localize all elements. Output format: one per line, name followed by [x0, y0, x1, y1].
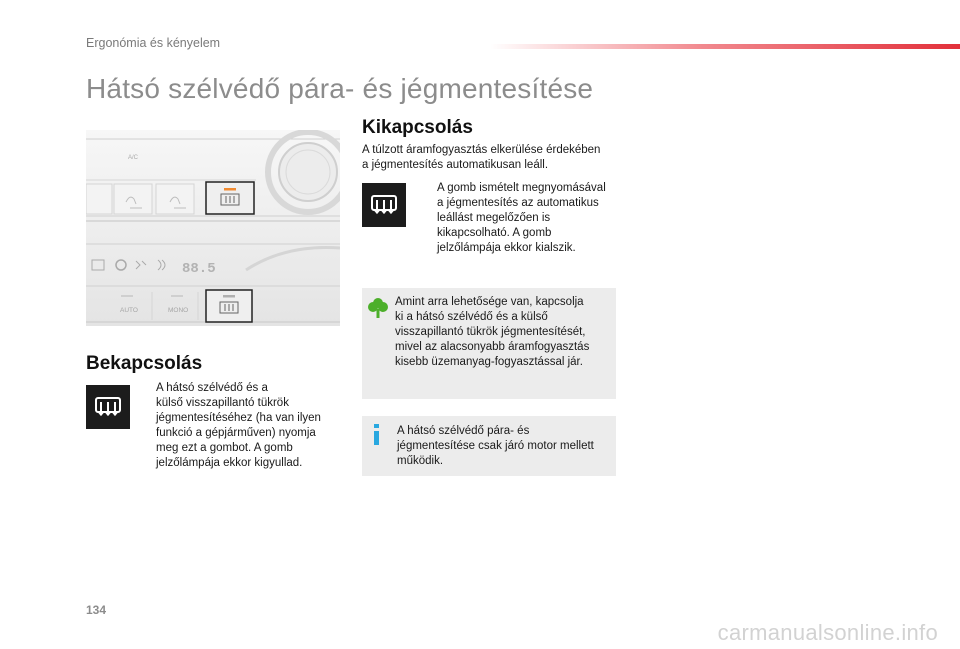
- info-icon: [371, 424, 383, 451]
- watermark: carmanualsonline.info: [717, 620, 938, 645]
- eco-note-text: Amint arra lehetősége van, kapcsolja ki a hátsó szélvédő és a külső visszapillantó tükrök jégmentesítését, mivel az alacsonyabb áramfogyasztás kisebb üzemanyag-fogyasztással jár.: [395, 296, 590, 368]
- control-panel-photo: [86, 130, 340, 326]
- bekapcsolas-heading: Bekapcsolás: [86, 353, 203, 374]
- info-note-text: A hátsó szélvédő pára- és jégmentesítése csak járó motor mellett működik.: [397, 425, 594, 467]
- eco-note: [362, 288, 616, 399]
- mono-label: MONO: [168, 307, 189, 314]
- kikapcsolas-intro: A túlzott áramfogyasztás elkerülése érdekében a jégmentesítés automatikusan leáll.: [362, 144, 601, 171]
- page-number: 134: [86, 603, 107, 617]
- kikapcsolas-text: A gomb ismételt megnyomásával a jégmentesítés az automatikus leállást megelőzően is kikapcsolható. A gomb jelzőlámpája ekkor kialszik.: [437, 182, 606, 254]
- bekapcsolas-text: A hátsó szélvédő és a külső visszapillantó tükrök jégmentesítéséhez (ha van ilyen funkció a gépjárműven) nyomja meg ezt a gombot. A gomb jelzőlámpája ekkor kigyullad.: [156, 382, 321, 469]
- auto-label: AUTO: [120, 307, 138, 314]
- rear-defrost-icon: [86, 385, 130, 429]
- control-panel-illustration: [86, 130, 340, 326]
- page-title: Hátsó szélvédő pára- és jégmentesítése: [86, 73, 594, 104]
- info-note: [362, 416, 616, 476]
- section-title: Ergonómia és kényelem: [86, 36, 221, 50]
- kikapcsolas-heading: Kikapcsolás: [362, 117, 473, 138]
- tree-icon: [368, 297, 388, 324]
- ac-label: A/C: [128, 155, 139, 161]
- temperature-display: 88.5: [182, 261, 216, 277]
- rear-defrost-icon-off: [362, 183, 406, 227]
- header-accent-bar: [490, 44, 960, 49]
